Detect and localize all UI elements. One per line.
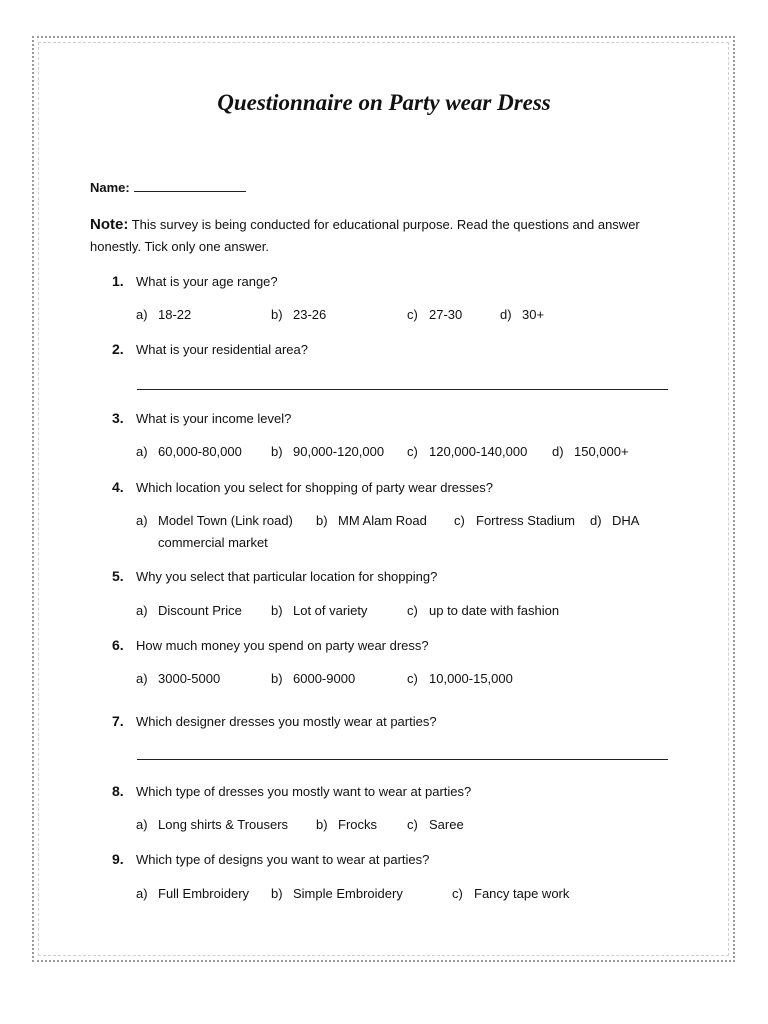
option[interactable]: a) Discount Price bbox=[136, 603, 242, 618]
question-6 bbox=[112, 637, 692, 653]
option[interactable]: d) 30+ bbox=[500, 307, 545, 322]
option[interactable]: b) 23-26 bbox=[271, 307, 327, 322]
note-text: This survey is being conducted for educational purpose. Read the questions and answer honestly. Tick only one answer. bbox=[90, 217, 640, 254]
question-number: 2. bbox=[112, 341, 124, 357]
question-7 bbox=[112, 713, 692, 729]
page-title: Questionnaire on Party wear Dress bbox=[217, 90, 551, 115]
option[interactable]: c) Saree bbox=[407, 817, 464, 832]
option[interactable]: c) Fortress Stadium bbox=[454, 513, 575, 528]
option[interactable]: d) 150,000+ bbox=[552, 444, 629, 459]
option[interactable]: a) 3000-5000 bbox=[136, 671, 221, 686]
option[interactable]: c) up to date with fashion bbox=[407, 603, 560, 618]
option[interactable]: b) MM Alam Road bbox=[316, 513, 427, 528]
question-number: 5. bbox=[112, 568, 124, 584]
option[interactable]: c) 120,000-140,000 bbox=[407, 444, 528, 459]
question-text: Which type of dresses you mostly want to wear at parties? bbox=[136, 784, 472, 799]
answer-line-2[interactable] bbox=[137, 389, 668, 390]
option[interactable]: d) DHA bbox=[590, 513, 640, 528]
option[interactable]: a) 18-22 bbox=[136, 307, 192, 322]
option-continuation: commercial market bbox=[158, 535, 268, 550]
question-number: 4. bbox=[112, 479, 124, 495]
option[interactable]: a) 60,000-80,000 bbox=[136, 444, 242, 459]
question-4 bbox=[112, 479, 692, 495]
question-text: Which type of designs you want to wear at parties? bbox=[136, 852, 430, 867]
question-text: What is your residential area? bbox=[136, 342, 308, 357]
question-number: 9. bbox=[112, 851, 124, 867]
question-text: Which location you select for shopping of party wear dresses? bbox=[136, 480, 493, 495]
option[interactable]: b) Simple Embroidery bbox=[271, 886, 403, 901]
option[interactable]: c) 10,000-15,000 bbox=[407, 671, 513, 686]
answer-line-7[interactable] bbox=[137, 759, 668, 760]
question-text: Why you select that particular location for shopping? bbox=[136, 569, 438, 584]
name-label: Name: bbox=[90, 180, 130, 195]
question-text: What is your income level? bbox=[136, 411, 292, 426]
question-8 bbox=[112, 783, 692, 799]
question-number: 3. bbox=[112, 410, 124, 426]
note-label: Note: bbox=[90, 216, 129, 233]
option[interactable]: c) Fancy tape work bbox=[452, 886, 570, 901]
name-field[interactable] bbox=[90, 179, 246, 195]
question-9 bbox=[112, 851, 692, 867]
option[interactable]: b) 90,000-120,000 bbox=[271, 444, 385, 459]
question-5 bbox=[112, 568, 692, 584]
option[interactable]: b) Frocks bbox=[316, 817, 377, 832]
question-text: Which designer dresses you mostly wear at parties? bbox=[136, 714, 437, 729]
option[interactable]: b) Lot of variety bbox=[271, 603, 368, 618]
option[interactable]: a) Model Town (Link road) bbox=[136, 513, 293, 528]
question-number: 1. bbox=[112, 273, 124, 289]
question-2 bbox=[112, 341, 692, 357]
question-1 bbox=[112, 273, 692, 289]
name-blank-line[interactable] bbox=[134, 179, 246, 192]
question-number: 7. bbox=[112, 713, 124, 729]
option[interactable]: a) Full Embroidery bbox=[136, 886, 250, 901]
note-paragraph bbox=[90, 214, 680, 258]
question-number: 6. bbox=[112, 637, 124, 653]
question-3 bbox=[112, 410, 692, 426]
option[interactable]: a) Long shirts & Trousers bbox=[136, 817, 289, 832]
question-text: What is your age range? bbox=[136, 274, 278, 289]
question-number: 8. bbox=[112, 783, 124, 799]
option[interactable]: c) 27-30 bbox=[407, 307, 463, 322]
question-text: How much money you spend on party wear dress? bbox=[136, 638, 429, 653]
option[interactable]: b) 6000-9000 bbox=[271, 671, 356, 686]
